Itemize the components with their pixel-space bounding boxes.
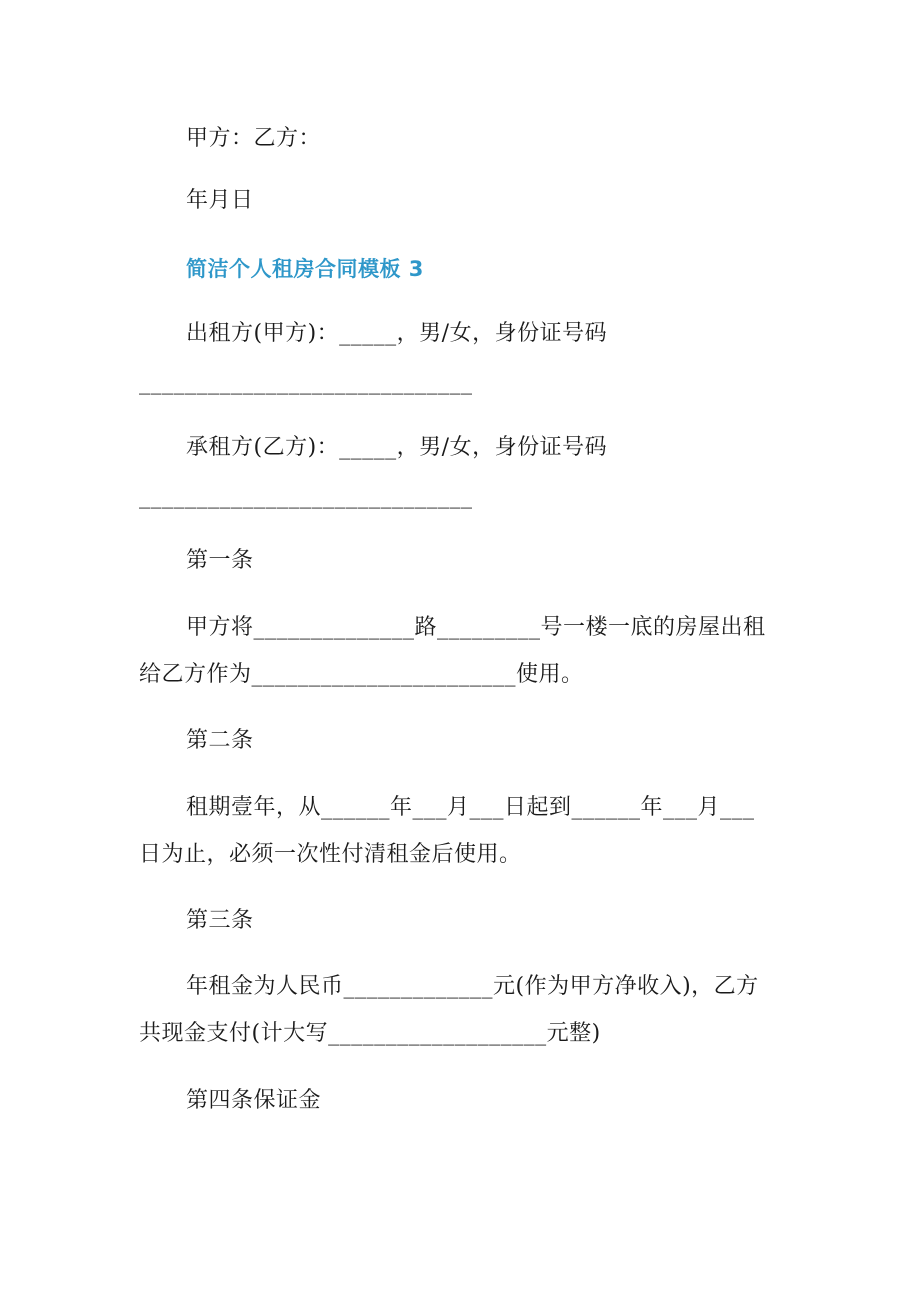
article1-line2: 给乙方作为_______________________使用。	[139, 662, 584, 687]
article2-line1: 租期壹年，从______年___月___日起到______年___月___	[186, 795, 755, 820]
date-line: 年月日	[186, 188, 254, 213]
article1-title: 第一条	[186, 548, 254, 573]
article2-title: 第二条	[186, 728, 254, 753]
article3-title: 第三条	[186, 908, 254, 933]
section-title: 简洁个人租房合同模板 3	[186, 257, 424, 281]
article3-line2: 共现金支付(计大写___________________元整)	[139, 1021, 601, 1046]
article2-line2: 日为止，必须一次性付清租金后使用。	[139, 842, 522, 867]
signature-line: 甲方：乙方：	[186, 126, 322, 151]
article4-title: 第四条保证金	[186, 1088, 322, 1113]
lessee-id-blank: _____________________________	[139, 484, 473, 509]
lessor-line: 出租方(甲方)：_____，男/女，身份证号码	[186, 321, 608, 346]
lessee-line: 承租方(乙方)：_____，男/女，身份证号码	[186, 435, 608, 460]
lessor-id-blank: _____________________________	[139, 370, 473, 395]
article3-line1: 年租金为人民币_____________元(作为甲方净收入)，乙方	[186, 974, 759, 999]
article1-line1: 甲方将______________路_________号一楼一底的房屋出租	[186, 615, 766, 640]
